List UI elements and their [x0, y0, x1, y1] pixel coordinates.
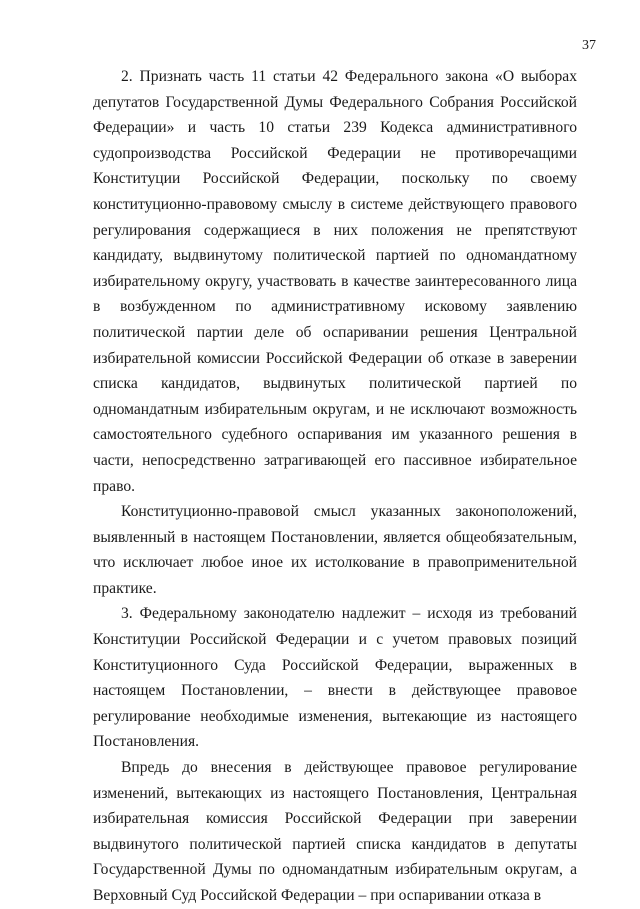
paragraph-item-3-legislator: 3. Федеральному законодателю надлежит – исходя из требований Конституции Российской Федерации и с учетом правовых позиций Конституционного Суда Российской Федерации, выраженных в настоящем Постановлении, – внести в действующее правовое регулирование необходимые изменения, вытекающие из настоящего Постановления.	[93, 605, 577, 751]
paragraph-item-2-ruling: 2. Признать часть 11 статьи 42 Федерального закона «О выборах депутатов Государственной Думы Федерального Собрания Российской Федерации» и часть 10 статьи 239 Кодекса административного судопроизводства Российской Федерации не противоречащими Конституции Российской Федерации, поскольку по своему конституционно-правовому смыслу в системе действующего правового регулирования содержащиеся в них положения не препятствуют кандидату, выдвинутому политической партией по одномандатному избирательному округу, участвовать в качестве заинтересованного лица в возбужденном по административному исковому заявлению политической партии деле об оспаривании решения Центральной избирательной комиссии Российской Федерации об отказе в заверении списка кандидатов, выдвинутых политической партией по одномандатным избирательным округам, и не исключают возможность самостоятельного судебного оспаривания им указанного решения в части, непосредственно затрагивающей его пассивное избирательное право.	[93, 68, 577, 495]
paragraph-binding-meaning: Конституционно-правовой смысл указанных законоположений, выявленный в настоящем Постановлении, является общеобязательным, что исключает любое иное их истолкование в правоприменительной практике.	[93, 503, 577, 597]
paragraph-interim-regulation: Впредь до внесения в действующее правовое регулирование изменений, вытекающих из настоящего Постановления, Центральная избирательная комиссия Российской Федерации при заверении выдвинутого политической партией списка кандидатов в депутаты Государственной Думы по одномандатным избирательным округам, а Верховный Суд Российской Федерации – при оспаривании отказа в	[93, 759, 577, 904]
document-body	[93, 64, 577, 909]
page-number: 37	[582, 38, 596, 53]
